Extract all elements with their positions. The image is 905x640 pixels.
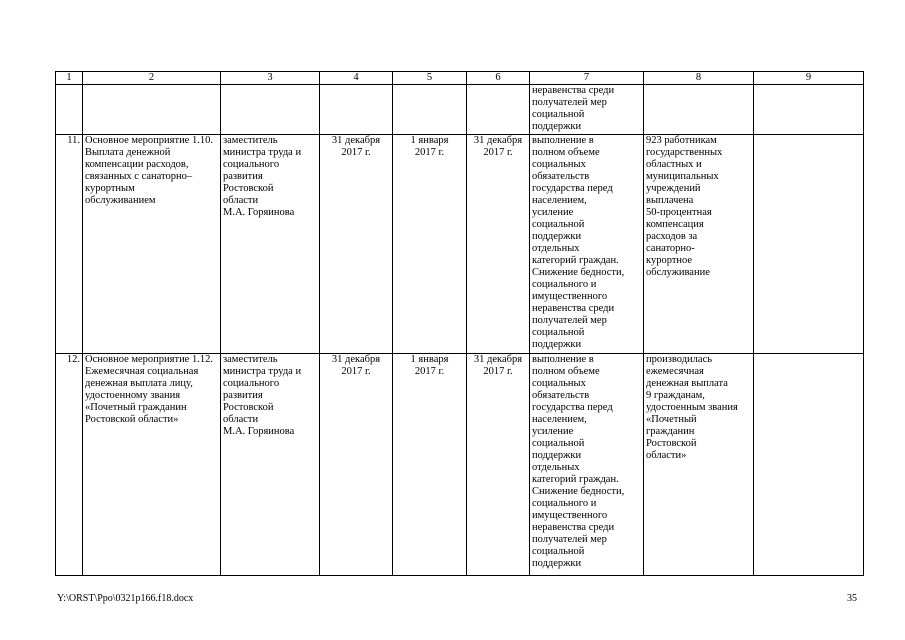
cell-actual-start: 1 января 2017 г.	[393, 354, 467, 576]
header-cell-4: 4	[320, 72, 393, 85]
cell-event: Основное мероприятие 1.12. Ежемесячная социальная денежная выплата лицу, удостоенному звания «Почетный гражданин Ростовской области»	[83, 354, 221, 576]
cell-empty	[320, 85, 393, 135]
cell-empty	[83, 85, 221, 135]
cell-responsible: заместитель министра труда и социального развития Ростовской области М.А. Горяинова	[221, 135, 320, 354]
header-cell-9: 9	[754, 72, 864, 85]
cell-result-continuation: неравенства среди получателей мер социальной поддержки	[530, 85, 644, 135]
cell-planned-result: выполнение в полном объеме социальных обязательств государства перед населением, усиление социальной поддержки отдельных категорий граждан. Снижение бедности, социального и имущественного неравенства среди получателей мер социальной поддержки	[530, 135, 644, 354]
footer-page-number: 35	[847, 593, 857, 604]
cell-planned-result: выполнение в полном объеме социальных обязательств государства перед населением, усиление социальной поддержки отдельных категорий граждан. Снижение бедности, социального и имущественного неравенства среди получателей мер социальной поддержки	[530, 354, 644, 576]
cell-empty	[221, 85, 320, 135]
header-cell-8: 8	[644, 72, 754, 85]
footer-file-path: Y:\ORST\Ppo\0321p166.f18.docx	[57, 593, 194, 604]
cell-planned-end: 31 декабря 2017 г.	[320, 135, 393, 354]
cell-responsible: заместитель министра труда и социального развития Ростовской области М.А. Горяинова	[221, 354, 320, 576]
header-cell-7: 7	[530, 72, 644, 85]
cell-actual-start: 1 января 2017 г.	[393, 135, 467, 354]
header-row	[56, 72, 864, 85]
header-cell-3: 3	[221, 72, 320, 85]
table-row-continuation	[56, 85, 864, 135]
cell-actual-result: производилась ежемесячная денежная выплата 9 гражданам, удостоенным звания «Почетный гражданин Ростовской области»	[644, 354, 754, 576]
table-row	[56, 135, 864, 354]
cell-empty	[644, 85, 754, 135]
cell-empty	[467, 85, 530, 135]
cell-notes	[754, 354, 864, 576]
header-cell-2: 2	[83, 72, 221, 85]
cell-actual-end: 31 декабря 2017 г.	[467, 354, 530, 576]
cell-notes	[754, 135, 864, 354]
cell-empty	[56, 85, 83, 135]
cell-planned-end: 31 декабря 2017 г.	[320, 354, 393, 576]
header-cell-5: 5	[393, 72, 467, 85]
cell-empty	[754, 85, 864, 135]
row-number: 11.	[56, 135, 83, 354]
table-row	[56, 354, 864, 576]
header-cell-1: 1	[56, 72, 83, 85]
report-table	[55, 71, 864, 576]
cell-event: Основное мероприятие 1.10. Выплата денежной компенсации расходов, связанных с санаторно– курортным обслуживанием	[83, 135, 221, 354]
cell-actual-end: 31 декабря 2017 г.	[467, 135, 530, 354]
row-number: 12.	[56, 354, 83, 576]
cell-actual-result: 923 работникам государственных областных и муниципальных учреждений выплачена 50-процентная компенсация расходов за санаторно- курортное обслуживание	[644, 135, 754, 354]
cell-empty	[393, 85, 467, 135]
header-cell-6: 6	[467, 72, 530, 85]
